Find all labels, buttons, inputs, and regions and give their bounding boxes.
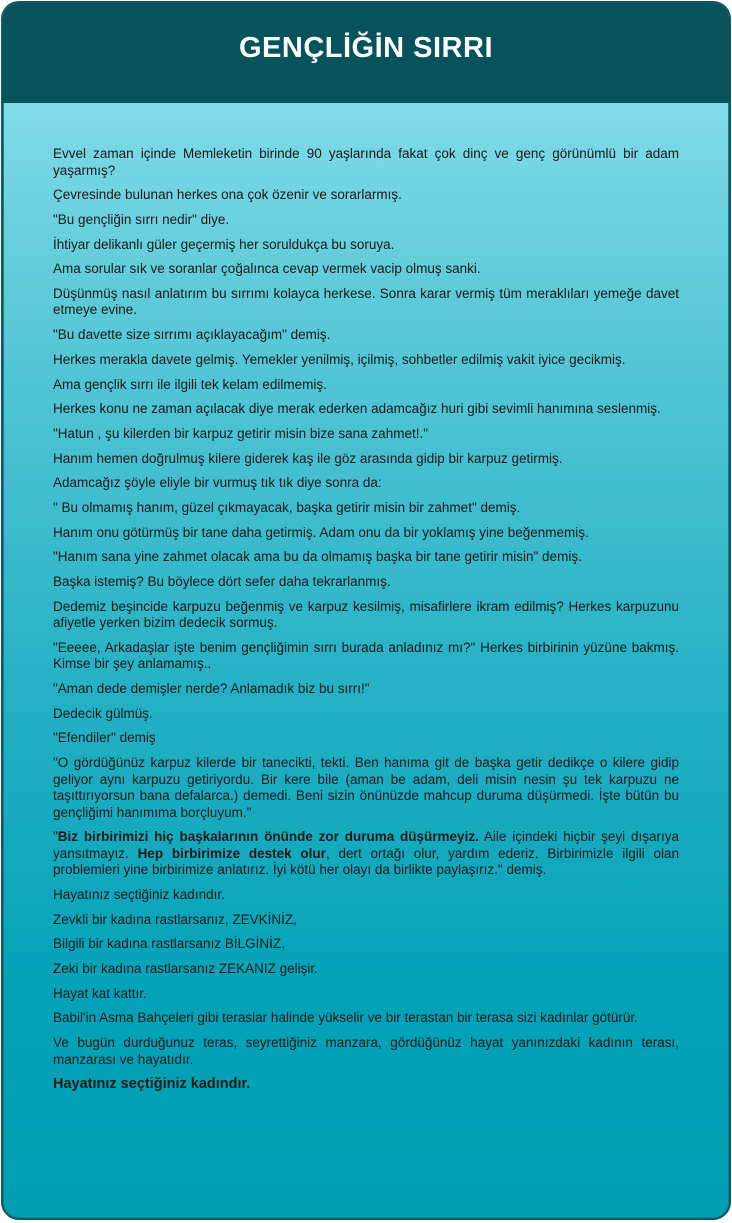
paragraph: Hanım onu götürmüş bir tane daha getirmiş. Adam onu da bir yoklamış yine beğenmemiş. [53,524,589,540]
bold-phrase: Hep birbirimize destek olur [137,845,326,861]
paragraph: "Bu davette size sırrımı açıklayacağım" demiş. [53,327,331,343]
paragraph: Babil'in Asma Bahçeleri gibi teraslar halinde yükselir ve bir terastan bir terasa sizi kadınlar götürür. [53,1010,638,1026]
story-body [53,146,679,1101]
paragraph: "Bu gençliğin sırrı nedir" diye. [53,211,230,227]
page-title: GENÇLİĞİN SIRRI [238,32,493,64]
paragraph: Evvel zaman içinde Memleketin birinde 90 yaşlarında fakat çok dinç ve genç görünümlü bir adam yaşarmış? [53,146,679,178]
paragraph: Herkes merakla davete gelmiş. Yemekler yenilmiş, içilmiş, sohbetler edilmiş vakit iyice gecikmiş. [53,351,626,367]
paragraph: Hayatınız seçtiğiniz kadındır. [53,887,225,902]
paragraph-emphasis [53,829,679,879]
text-run: , dert ortağı olur, yardım ederiz. Birbirimizle ilgili olan problemleri yine birbirimize anlatırız. İyi kötü her olayı da birlikte paylaşırız." demiş. [53,845,680,878]
paragraph: Bilgili bir kadına rastlarsanız BİLGİNİZ, [53,936,285,952]
paragraph: "Hanım sana yine zahmet olacak ama bu da olmamış başka bir tane getirir misin" demiş. [53,549,582,565]
paragraph: Hanım hemen doğrulmuş kilere giderek kaş ile göz arasında gidip bir karpuz getirmiş. [53,450,563,466]
paragraph: Adamcağız şöyle eliyle bir vurmuş tık tık diye sonra da: [53,475,382,491]
story-card [1,1,731,1220]
paragraph: "Efendiler" demiş [53,730,156,746]
paragraph: Ama gençlik sırrı ile ilgili tek kelam edilmemiş. [53,376,327,392]
quote-mark: " [53,829,58,845]
paragraph: Çevresinde bulunan herkes ona çok özenir ve sorarlarmış. [53,187,402,203]
paragraph: Dedemiz beşincide karpuzu beğenmiş ve karpuz kesilmiş, misafirlere ikram edilmiş? Herkes karpuzunu afiyetle yerken bizim dedecik sormuş. [53,598,679,631]
paragraph: Herkes konu ne zaman açılacak diye merak ederken adamcağız huri gibi sevimli hanımına seslenmiş. [53,401,661,417]
paragraph: Başka istemiş? Bu böylece dört sefer daha tekrarlanmış. [53,574,391,589]
paragraph: Dedecik gülmüş. [53,705,153,721]
paragraph: "O gördüğünüz karpuz kilerde bir tanecikti, tekti. Ben hanıma git de başka getir dedikçe o kilere gidip geliyor aynı karpuzu getiriyordu. Bir kere bile (aman be adam, deli misin nesin şu tek karpuzu ne taşıttırıyorsun bana defalarca.) demedi. Beni sizin önünüzde mahcup duruma düşürmedi. İşte bütün bu gençliğimi hanımıma borçluyum." [53,755,679,820]
paragraph: Düşünmüş nasıl anlatırım bu sırrımı kolayca herkese. Sonra karar vermiş tüm meraklıları yemeğe davet etmeye evine. [53,285,679,318]
paragraph: "Hatun , şu kilerden bir karpuz getirir misin bize sana zahmet!." [53,425,428,441]
paragraph: Ama sorular sık ve soranlar çoğalınca cevap vermek vacip olmuş sanki. [53,261,481,277]
paragraph: Hayat kat kattır. [53,985,147,1001]
text-run: Aile içindeki hiçbir şeyi dışarıya yansıtmayız. [53,829,679,861]
paragraph: "Aman dede demişler nerde? Anlamadık biz bu sırrı!" [53,681,370,697]
paragraph: Zevkli bir kadına rastlarsanız, ZEVKİNİZ, [53,911,297,927]
paragraph: Ve bugün durduğunuz teras, seyrettiğiniz manzara, gördüğünüz hayat yanınızdaki kadının terası, manzarası ve hayatıdır. [53,1035,679,1067]
paragraph: " Bu olmamış hanım, güzel çıkmayacak, başka getirir misin bir zahmet" demiş. [53,499,521,515]
closing-line: Hayatınız seçtiğiniz kadındır. [53,1076,251,1093]
bold-phrase: Biz birbirimizi hiç başkalarının önünde zor duruma düşürmeyiz. [57,829,479,845]
paragraph: İhtiyar delikanlı güler geçermiş her soruldukça bu soruya. [53,236,395,252]
paragraph: "Eeeee, Arkadaşlar işte benim gençliğimin sırrı burada anladınız mı?" Herkes birbirinin yüzüne bakmış. Kimse bir şey anlamamış.. [53,639,679,672]
paragraph: Zeki bir kadına rastlarsanız ZEKANIZ gelişir. [53,961,318,977]
title-bar [3,3,729,103]
